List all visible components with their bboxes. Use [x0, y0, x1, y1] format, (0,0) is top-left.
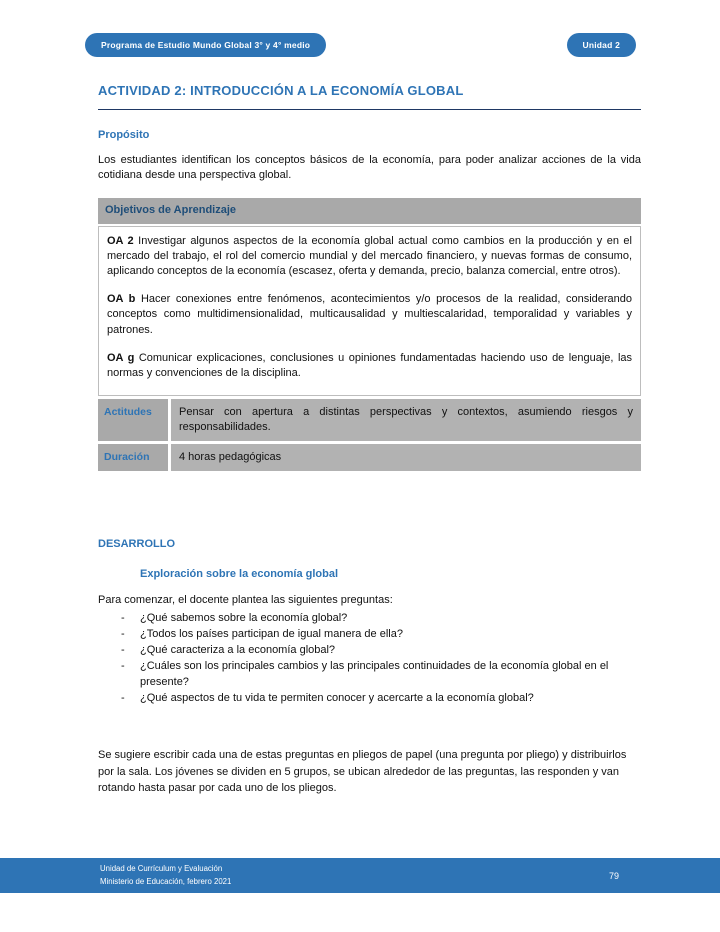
- desarrollo-intro: Para comenzar, el docente plantea las siguientes preguntas:: [98, 594, 393, 607]
- exploracion-subheading: Exploración sobre la economía global: [140, 568, 339, 581]
- proposito-text: Los estudiantes identifican los conceptos básicos de la economía, para poder analizar acciones de la vida cotidiana desde una perspectiva global.: [98, 153, 641, 181]
- oa-item-g: [107, 351, 632, 381]
- oa-text: Investigar algunos aspectos de la economía global actual como cambios en la producción y en el mercado del trabajo, el rol del comercio mundial y del mercado financiero, y nuevas formas de consumo, aplicando conceptos de la economía (escasez, oferta y demanda, precio, balanza comercial, entre otros).: [107, 234, 632, 278]
- activity-title: ACTIVIDAD 2: INTRODUCCIÓN A LA ECONOMÍA GLOBAL: [98, 82, 641, 110]
- table-row-actitudes: [98, 399, 641, 441]
- duracion-label: Duración: [98, 444, 168, 471]
- oa-code: OA b: [107, 293, 136, 306]
- questions-list: [120, 611, 641, 707]
- duracion-value: 4 horas pedagógicas: [171, 444, 641, 471]
- footer-credits: [100, 863, 231, 888]
- oa-code: OA 2: [107, 234, 134, 247]
- footer-line-2: Ministerio de Educación, febrero 2021: [100, 876, 232, 886]
- page-number: 79: [608, 870, 619, 881]
- page-content: [98, 82, 641, 797]
- question-item: - ¿Todos los países participan de igual manera de ella?: [120, 627, 641, 643]
- question-item: - ¿Qué aspectos de tu vida te permiten conocer y acercarte a la economía global?: [120, 691, 641, 707]
- unit-badge: Unidad 2: [567, 33, 637, 57]
- oa-code: OA g: [107, 351, 135, 364]
- footer-line-1: Unidad de Currículum y Evaluación: [100, 864, 223, 874]
- objetivos-body: [98, 226, 641, 396]
- desarrollo-heading: DESARROLLO: [98, 537, 175, 550]
- table-row-duracion: [98, 444, 641, 471]
- actitudes-value: Pensar con apertura a distintas perspectivas y contextos, asumiendo riesgos y responsabilidades.: [171, 399, 641, 441]
- desarrollo-closing: Se sugiere escribir cada una de estas preguntas en pliegos de papel (una pregunta por pliego) y distribuirlos por la sala. Los jóvenes se dividen en 5 grupos, se ubican alrededor de las preguntas, las responden y van rotando hasta pasar por cada uno de los pliegos.: [98, 749, 627, 795]
- actitudes-label: Actitudes: [98, 399, 168, 441]
- question-item: - ¿Qué caracteriza a la economía global?: [120, 643, 641, 659]
- oa-text: Comunicar explicaciones, conclusiones u opiniones fundamentadas haciendo uso de lenguaje, las normas y convenciones de la disciplina.: [107, 351, 632, 379]
- program-badge: Programa de Estudio Mundo Global 3° y 4° medio: [85, 33, 326, 57]
- oa-item-2: [107, 234, 632, 280]
- footer-band: [0, 858, 720, 893]
- proposito-heading: Propósito: [98, 129, 150, 142]
- oa-item-b: [107, 292, 632, 338]
- objetivos-table: [98, 198, 641, 470]
- objetivos-table-header: Objetivos de Aprendizaje: [98, 198, 641, 223]
- question-item: - ¿Qué sabemos sobre la economía global?: [120, 611, 641, 627]
- question-item: - ¿Cuáles son los principales cambios y las principales continuidades de la economía global en el presente?: [120, 659, 641, 691]
- oa-text: Hacer conexiones entre fenómenos, acontecimientos y/o procesos de la realidad, considerando conceptos como multidimensionalidad, multicausalidad y multiescalaridad, temporalidad y variables y patrones.: [107, 293, 633, 336]
